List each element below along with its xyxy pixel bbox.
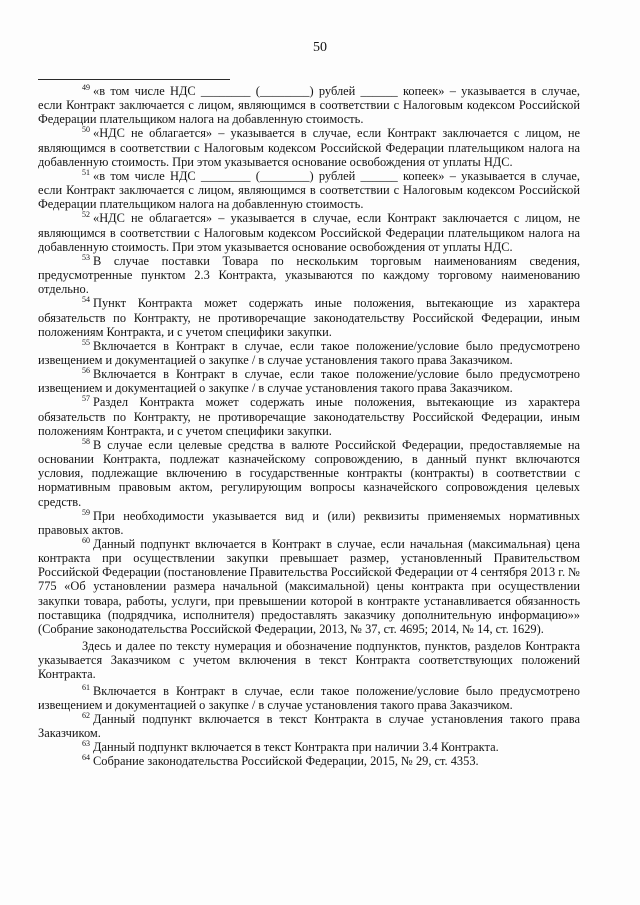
footnote-number: 49 (82, 83, 90, 92)
footnote-60 (38, 537, 580, 636)
footnote-text: Данный подпункт включается в текст Контракта при наличии 3.4 Контракта. (93, 740, 499, 755)
footnote-text: Здесь и далее по тексту нумерация и обозначение подпунктов, пунктов, разделов Контракта указывается Заказчиком с учетом включения в текст Контракта соответствующих положений Контракта. (38, 639, 580, 682)
footnote-text: Включается в Контракт в случае, если такое положение/условие было предусмотрено извещением и документацией о закупке / в случае установления такого права Заказчиком. (38, 367, 580, 396)
footnote-text: Раздел Контракта может содержать иные положения, вытекающие из характера обязательств по Контракту, не противоречащие законодательству Российской Федерации, иным положениям Контракта, и с учетом специфики закупки. (38, 395, 580, 438)
footnote-number: 53 (82, 252, 90, 262)
footnote-number: 51 (82, 167, 90, 177)
footnote-text: Пункт Контракта может содержать иные положения, вытекающие из характера обязательств по Контракту, не противоречащие законодательству Российской Федерации, иным положениям Контракта, и с учетом специфики закупки. (38, 296, 580, 339)
footnote-text: Данный подпункт включается в текст Контракта в случае установления такого права Заказчиком. (38, 711, 580, 741)
footnote-59 (38, 509, 580, 537)
footnote-text: Включается в Контракт в случае, если такое положение/условие было предусмотрено извещением и документацией о закупке / в случае установления такого права Заказчиком. (38, 338, 580, 367)
footnote-58 (38, 438, 580, 509)
footnote-number: 50 (82, 125, 90, 135)
footnote-50 (38, 126, 580, 168)
footnote-text: В случае поставки Товара по нескольким торговым наименованиям сведения, предусмотренные пунктом 2.3 Контракта, указываются по каждому торговому наименованию отдельно. (38, 253, 580, 297)
footnote-63 (38, 740, 580, 754)
footnote-number: 56 (82, 366, 90, 376)
numbering-note (38, 639, 580, 681)
footnote-51 (38, 169, 580, 211)
footnote-number: 59 (82, 507, 90, 517)
footnote-number: 62 (82, 710, 90, 720)
footnote-number: 64 (82, 753, 90, 763)
footnote-number: 60 (82, 536, 90, 545)
footnote-number: 58 (82, 436, 90, 446)
footnote-separator (38, 79, 230, 80)
footnote-text: «в том числе НДС ________ (________) рублей ______ копеек» – указывается в случае, если Контракт заключается с лицом, являющимся в соответствии с Налоговым кодексом Российской Федерации плательщиком налога на добавленную стоимость. (38, 84, 580, 127)
footnote-49 (38, 84, 580, 126)
footnote-62 (38, 712, 580, 740)
footnote-number: 54 (82, 295, 90, 305)
footnote-53 (38, 254, 580, 296)
footnote-text: При необходимости указывается вид и (или) реквизиты применяемых нормативных правовых актов. (38, 508, 580, 537)
footnote-text: «в том числе НДС ________ (________) рублей ______ копеек» – указывается в случае, если Контракт заключается с лицом, являющимся в соответствии с Налоговым кодексом Российской Федерации плательщиком налога на добавленную стоимость. (38, 168, 580, 212)
page-number: 50 (313, 40, 327, 55)
footnote-56 (38, 367, 580, 395)
footnote-number: 55 (82, 337, 90, 347)
footnote-64 (38, 754, 580, 768)
footnote-text: Собрание законодательства Российской Федерации, 2015, № 29, ст. 4353. (93, 754, 479, 769)
footnote-number: 61 (82, 682, 90, 692)
footnote-52 (38, 211, 580, 253)
footnote-text: «НДС не облагается» – указывается в случае, если Контракт заключается с лицом, не являющимся в соответствии с Налоговым кодексом Российской Федерации плательщиком налога на добавленную стоимость. При этом указывается основание освобождения от уплаты НДС. (38, 126, 580, 169)
footnote-text: Включается в Контракт в случае, если такое положение/условие было предусмотрено извещением и документацией о закупке / в случае установления такого права Заказчиком. (38, 683, 580, 712)
footnote-number: 52 (82, 210, 90, 220)
footnote-55 (38, 339, 580, 367)
footnote-number: 57 (82, 394, 90, 404)
footnote-text: В случае если целевые средства в валюте Российской Федерации, предоставляемые на основании Контракта, подлежат казначейскому сопровождению, в данный пункт включаются условия, подлежащие включению в государственные контракты (контракты) в соответствии с нормативным правовым актом, регулирующим вопросы казначейского сопровождения целевых средств. (38, 437, 580, 509)
footnote-text: «НДС не облагается» – указывается в случае, если Контракт заключается с лицом, не являющимся в соответствии с Налоговым кодексом Российской Федерации плательщиком налога на добавленную стоимость. При этом указывается основание освобождения от уплаты НДС. (38, 211, 580, 254)
footnotes-block (38, 84, 580, 769)
footnote-54 (38, 296, 580, 338)
footnote-57 (38, 395, 580, 437)
footnote-number: 63 (82, 739, 90, 749)
footnote-text: Данный подпункт включается в Контракт в случае, если начальная (максимальная) цена контракта при осуществлении закупки превышает размер, установленный Правительством Российской Федерации (постановление Правительства Российской Федерации от 4 сентября 2013 г. № 775 «Об установлении размера начальной (максимальной) цены контракта при осуществлении закупки товара, работы, услуги, при превышении которой в контракте устанавливается обязанность поставщика (подрядчика, исполнителя) предоставлять заказчику дополнительную информацию»» (Собрание законодательства Российской Федерации, 2013, № 37, ст. 4695; 2014, № 14, ст. 1629). (38, 537, 580, 636)
footnote-61 (38, 684, 580, 712)
